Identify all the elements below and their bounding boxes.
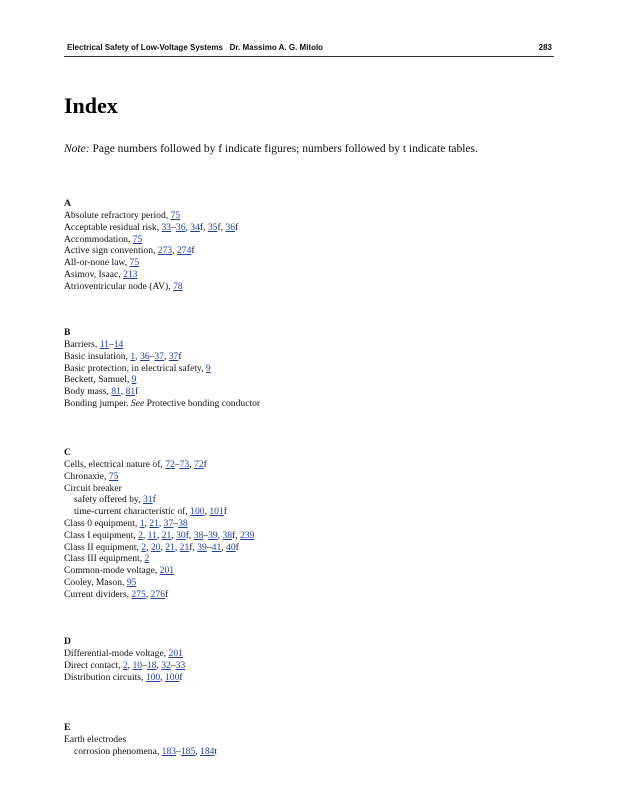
entry-text: f bbox=[152, 494, 156, 506]
index-entry bbox=[64, 471, 254, 483]
entry-text: Cells, electrical nature of, bbox=[64, 459, 166, 470]
page-link[interactable]: 37 bbox=[163, 517, 174, 529]
section-letter: D bbox=[64, 636, 71, 647]
page-link[interactable]: 72 bbox=[165, 459, 175, 470]
page-link[interactable]: 9 bbox=[205, 362, 211, 374]
entry-text: f bbox=[203, 459, 207, 470]
entry-text: , bbox=[171, 529, 177, 541]
page-link[interactable]: 273 bbox=[157, 245, 173, 257]
entry-text: – bbox=[149, 350, 155, 362]
entry-text: Bonding jumper. bbox=[64, 397, 131, 409]
page-link[interactable]: 36 bbox=[175, 221, 186, 233]
index-section-a bbox=[64, 198, 238, 293]
entry-text: Class 0 equipment, bbox=[64, 517, 140, 529]
index-entry bbox=[64, 398, 260, 410]
index-entry bbox=[64, 245, 238, 257]
page-link[interactable]: 33 bbox=[161, 221, 172, 233]
entry-text: f, bbox=[199, 221, 208, 233]
page-link[interactable]: 40 bbox=[226, 541, 236, 553]
entry-text: Body mass, bbox=[64, 386, 112, 398]
page-link[interactable]: 9 bbox=[131, 374, 137, 386]
page-link[interactable]: 32 bbox=[161, 659, 171, 671]
page-link[interactable]: 2 bbox=[138, 529, 143, 541]
page-link[interactable]: 75 bbox=[170, 210, 181, 221]
entry-text: f bbox=[135, 386, 139, 398]
index-entry bbox=[64, 363, 260, 375]
index-entry bbox=[64, 672, 185, 684]
page-link[interactable]: 239 bbox=[240, 529, 255, 541]
page-link[interactable]: 275 bbox=[131, 588, 146, 600]
page-link[interactable]: 72 bbox=[194, 459, 204, 470]
page-link[interactable]: 33 bbox=[175, 659, 186, 671]
entry-text: Barriers, bbox=[64, 339, 100, 350]
page-link[interactable]: 39 bbox=[208, 529, 218, 541]
entry-text: , bbox=[204, 506, 210, 518]
page-title: Index bbox=[64, 93, 118, 118]
page-link[interactable]: 184 bbox=[200, 745, 215, 757]
entry-text: – bbox=[173, 517, 179, 529]
entry-text: , bbox=[158, 517, 164, 529]
page-link[interactable]: 75 bbox=[129, 257, 140, 269]
page-link[interactable]: 11 bbox=[99, 339, 109, 350]
entry-text: Atrioventricular node (AV), bbox=[64, 280, 174, 292]
index-section-b bbox=[64, 327, 260, 410]
entry-text: f bbox=[235, 221, 239, 233]
page-link[interactable]: 21 bbox=[165, 541, 175, 553]
entry-text: t bbox=[214, 745, 218, 757]
entry-text: Absolute refractory period, bbox=[64, 210, 171, 221]
entry-text: , bbox=[185, 221, 191, 233]
page-link[interactable]: 81 bbox=[125, 386, 136, 398]
entry-text: Basic insulation, bbox=[64, 350, 131, 362]
index-entry bbox=[64, 589, 254, 601]
page-link[interactable]: 1 bbox=[130, 350, 136, 362]
entry-text: , bbox=[127, 659, 133, 671]
index-entry bbox=[64, 734, 217, 746]
index-entry bbox=[64, 565, 254, 577]
entry-text: f bbox=[235, 541, 239, 553]
entry-text: f, bbox=[185, 529, 194, 541]
section-letter: E bbox=[64, 722, 71, 733]
page-link[interactable]: 20 bbox=[150, 541, 161, 553]
page-link[interactable]: 81 bbox=[111, 386, 121, 398]
page-link[interactable]: 21 bbox=[149, 517, 159, 529]
page-link[interactable]: 36 bbox=[139, 350, 150, 362]
index-entry bbox=[64, 374, 260, 386]
page-link[interactable]: 37 bbox=[168, 350, 179, 362]
page-link[interactable]: 73 bbox=[179, 459, 190, 470]
note-label: Note: bbox=[64, 143, 90, 155]
entry-text: f bbox=[178, 350, 182, 362]
entry-text: , bbox=[144, 517, 150, 529]
index-entry bbox=[64, 577, 254, 589]
entry-text: , bbox=[146, 541, 151, 553]
page-number: 283 bbox=[538, 43, 552, 52]
page-link[interactable]: 11 bbox=[147, 529, 157, 541]
index-section-d bbox=[64, 636, 185, 683]
entry-text: – bbox=[171, 221, 176, 233]
entry-text: , bbox=[217, 529, 223, 541]
entry-text: – bbox=[206, 541, 212, 553]
index-entry bbox=[64, 257, 238, 269]
entry-text: f, bbox=[189, 541, 198, 553]
page-link[interactable]: 185 bbox=[180, 745, 196, 757]
index-entry bbox=[64, 518, 254, 530]
section-letter: A bbox=[64, 198, 71, 209]
book-title: Electrical Safety of Low-Voltage Systems bbox=[67, 43, 223, 52]
page-link[interactable]: 2 bbox=[144, 553, 150, 565]
index-section-e bbox=[64, 722, 217, 758]
entry-text: Earth electrodes bbox=[64, 734, 127, 745]
page-link[interactable]: 274 bbox=[176, 245, 192, 257]
index-subentry bbox=[64, 506, 254, 518]
entry-text: f bbox=[191, 245, 195, 257]
page-link[interactable]: 39 bbox=[197, 541, 207, 553]
index-entry bbox=[64, 553, 254, 565]
entry-text: See bbox=[130, 397, 145, 409]
entry-text: Accommodation, bbox=[64, 233, 133, 245]
entry-text: Asimov, Isaac, bbox=[64, 268, 124, 280]
page-link[interactable]: 100 bbox=[190, 506, 205, 518]
note-text: Page numbers followed by f indicate figures; numbers followed by t indicate tables. bbox=[89, 143, 478, 155]
entry-text: Protective bonding conductor bbox=[144, 397, 261, 409]
entry-text: – bbox=[174, 459, 180, 470]
page-link[interactable]: 14 bbox=[113, 339, 124, 350]
entry-text: Differential-mode voltage, bbox=[64, 648, 169, 659]
page-link[interactable]: 30 bbox=[176, 529, 186, 541]
page-link[interactable]: 78 bbox=[173, 280, 183, 292]
entry-text: Current dividers, bbox=[64, 588, 132, 600]
entry-text: Acceptable residual risk, bbox=[64, 221, 162, 233]
entry-text: f, bbox=[232, 529, 241, 541]
index-subentry bbox=[64, 494, 254, 506]
page-link[interactable]: 41 bbox=[211, 541, 222, 553]
entry-text: – bbox=[203, 529, 209, 541]
page-link[interactable]: 183 bbox=[161, 745, 177, 757]
index-entry bbox=[64, 339, 260, 351]
page-link[interactable]: 95 bbox=[126, 576, 137, 588]
page-link[interactable]: 21 bbox=[179, 541, 190, 553]
index-entry bbox=[64, 530, 254, 542]
section-letter: C bbox=[64, 447, 71, 458]
index-entry bbox=[64, 483, 254, 495]
entry-text: , bbox=[145, 588, 151, 600]
entry-text: – bbox=[108, 339, 114, 350]
page-link[interactable]: 201 bbox=[159, 565, 175, 577]
entry-text: time-current characteristic of, bbox=[74, 506, 191, 518]
entry-text: corrosion phenomena, bbox=[74, 745, 162, 757]
author-name: Dr. Massimo A. G. Mitolo bbox=[229, 43, 324, 52]
page-link[interactable]: 213 bbox=[123, 268, 138, 280]
entry-text: , bbox=[120, 386, 126, 398]
entry-text: , bbox=[195, 745, 201, 757]
index-entry bbox=[64, 386, 260, 398]
entry-text: , bbox=[135, 350, 140, 362]
page-link[interactable]: 38 bbox=[178, 517, 188, 529]
page-link[interactable]: 35 bbox=[207, 221, 218, 233]
page-link[interactable]: 100 bbox=[145, 671, 161, 683]
page-link[interactable]: 37 bbox=[154, 350, 164, 362]
page-link[interactable]: 18 bbox=[146, 659, 157, 671]
page-link[interactable]: 1 bbox=[139, 517, 145, 529]
page-link[interactable]: 38 bbox=[222, 529, 233, 541]
entry-text: , bbox=[163, 350, 169, 362]
index-entry bbox=[64, 648, 185, 660]
entry-text: safety offered by, bbox=[74, 494, 143, 506]
entry-text: , bbox=[189, 459, 195, 470]
index-entry bbox=[64, 660, 185, 672]
entry-text: – bbox=[176, 745, 181, 757]
entry-text: , bbox=[172, 245, 177, 257]
entry-text: Class II equipment, bbox=[64, 541, 142, 553]
entry-text: Distribution circuits, bbox=[64, 671, 146, 683]
header-rule bbox=[64, 56, 554, 57]
entry-text: – bbox=[142, 659, 147, 671]
page-link[interactable]: 2 bbox=[141, 541, 147, 553]
entry-text: , bbox=[142, 529, 148, 541]
page-link[interactable]: 2 bbox=[122, 659, 128, 671]
index-entry bbox=[64, 351, 260, 363]
entry-text: f bbox=[165, 588, 169, 600]
page-link[interactable]: 101 bbox=[209, 506, 224, 518]
page-link[interactable]: 100 bbox=[165, 671, 180, 683]
page-link[interactable]: 75 bbox=[108, 470, 119, 482]
page-link[interactable]: 10 bbox=[132, 659, 143, 671]
index-subentry bbox=[64, 746, 217, 758]
entry-text: , bbox=[156, 659, 162, 671]
entry-text: , bbox=[160, 541, 166, 553]
index-entry bbox=[64, 210, 238, 222]
page-link[interactable]: 21 bbox=[161, 529, 172, 541]
entry-text: f bbox=[223, 506, 227, 518]
entry-text: Class III equipment, bbox=[64, 553, 145, 565]
index-entry bbox=[64, 459, 254, 471]
page-link[interactable]: 36 bbox=[225, 221, 236, 233]
section-letter: B bbox=[64, 327, 71, 338]
entry-text: – bbox=[170, 659, 176, 671]
index-entry bbox=[64, 281, 238, 293]
index-section-c bbox=[64, 447, 254, 601]
entry-text: Circuit breaker bbox=[64, 482, 122, 494]
entry-text: Beckett, Samuel, bbox=[64, 374, 132, 386]
entry-text: , bbox=[174, 541, 180, 553]
page-link[interactable]: 75 bbox=[132, 233, 143, 245]
index-entry bbox=[64, 269, 238, 281]
entry-text: , bbox=[221, 541, 227, 553]
entry-text: Basic protection, in electrical safety, bbox=[64, 362, 206, 374]
entry-text: f, bbox=[217, 221, 226, 233]
entry-text: , bbox=[156, 529, 162, 541]
entry-text: Direct contact, bbox=[64, 659, 123, 671]
page-link[interactable]: 31 bbox=[143, 494, 153, 506]
entry-text: Chronaxie, bbox=[64, 470, 109, 482]
index-entry bbox=[64, 234, 238, 246]
entry-text: Class I equipment, bbox=[64, 529, 139, 541]
entry-text: , bbox=[160, 671, 165, 683]
entry-text: f bbox=[179, 671, 183, 683]
index-entry bbox=[64, 222, 238, 234]
running-header-left bbox=[67, 43, 323, 52]
index-note bbox=[64, 143, 478, 155]
entry-text: All-or-none law, bbox=[64, 257, 130, 269]
index-entry bbox=[64, 542, 254, 554]
entry-text: Common-mode voltage, bbox=[64, 565, 160, 577]
page-link[interactable]: 34 bbox=[190, 221, 200, 233]
page-link[interactable]: 38 bbox=[193, 529, 204, 541]
entry-text: Cooley, Mason, bbox=[64, 576, 127, 588]
page-link[interactable]: 201 bbox=[168, 648, 183, 659]
page-link[interactable]: 276 bbox=[150, 588, 165, 600]
entry-text: Active sign convention, bbox=[64, 245, 158, 257]
